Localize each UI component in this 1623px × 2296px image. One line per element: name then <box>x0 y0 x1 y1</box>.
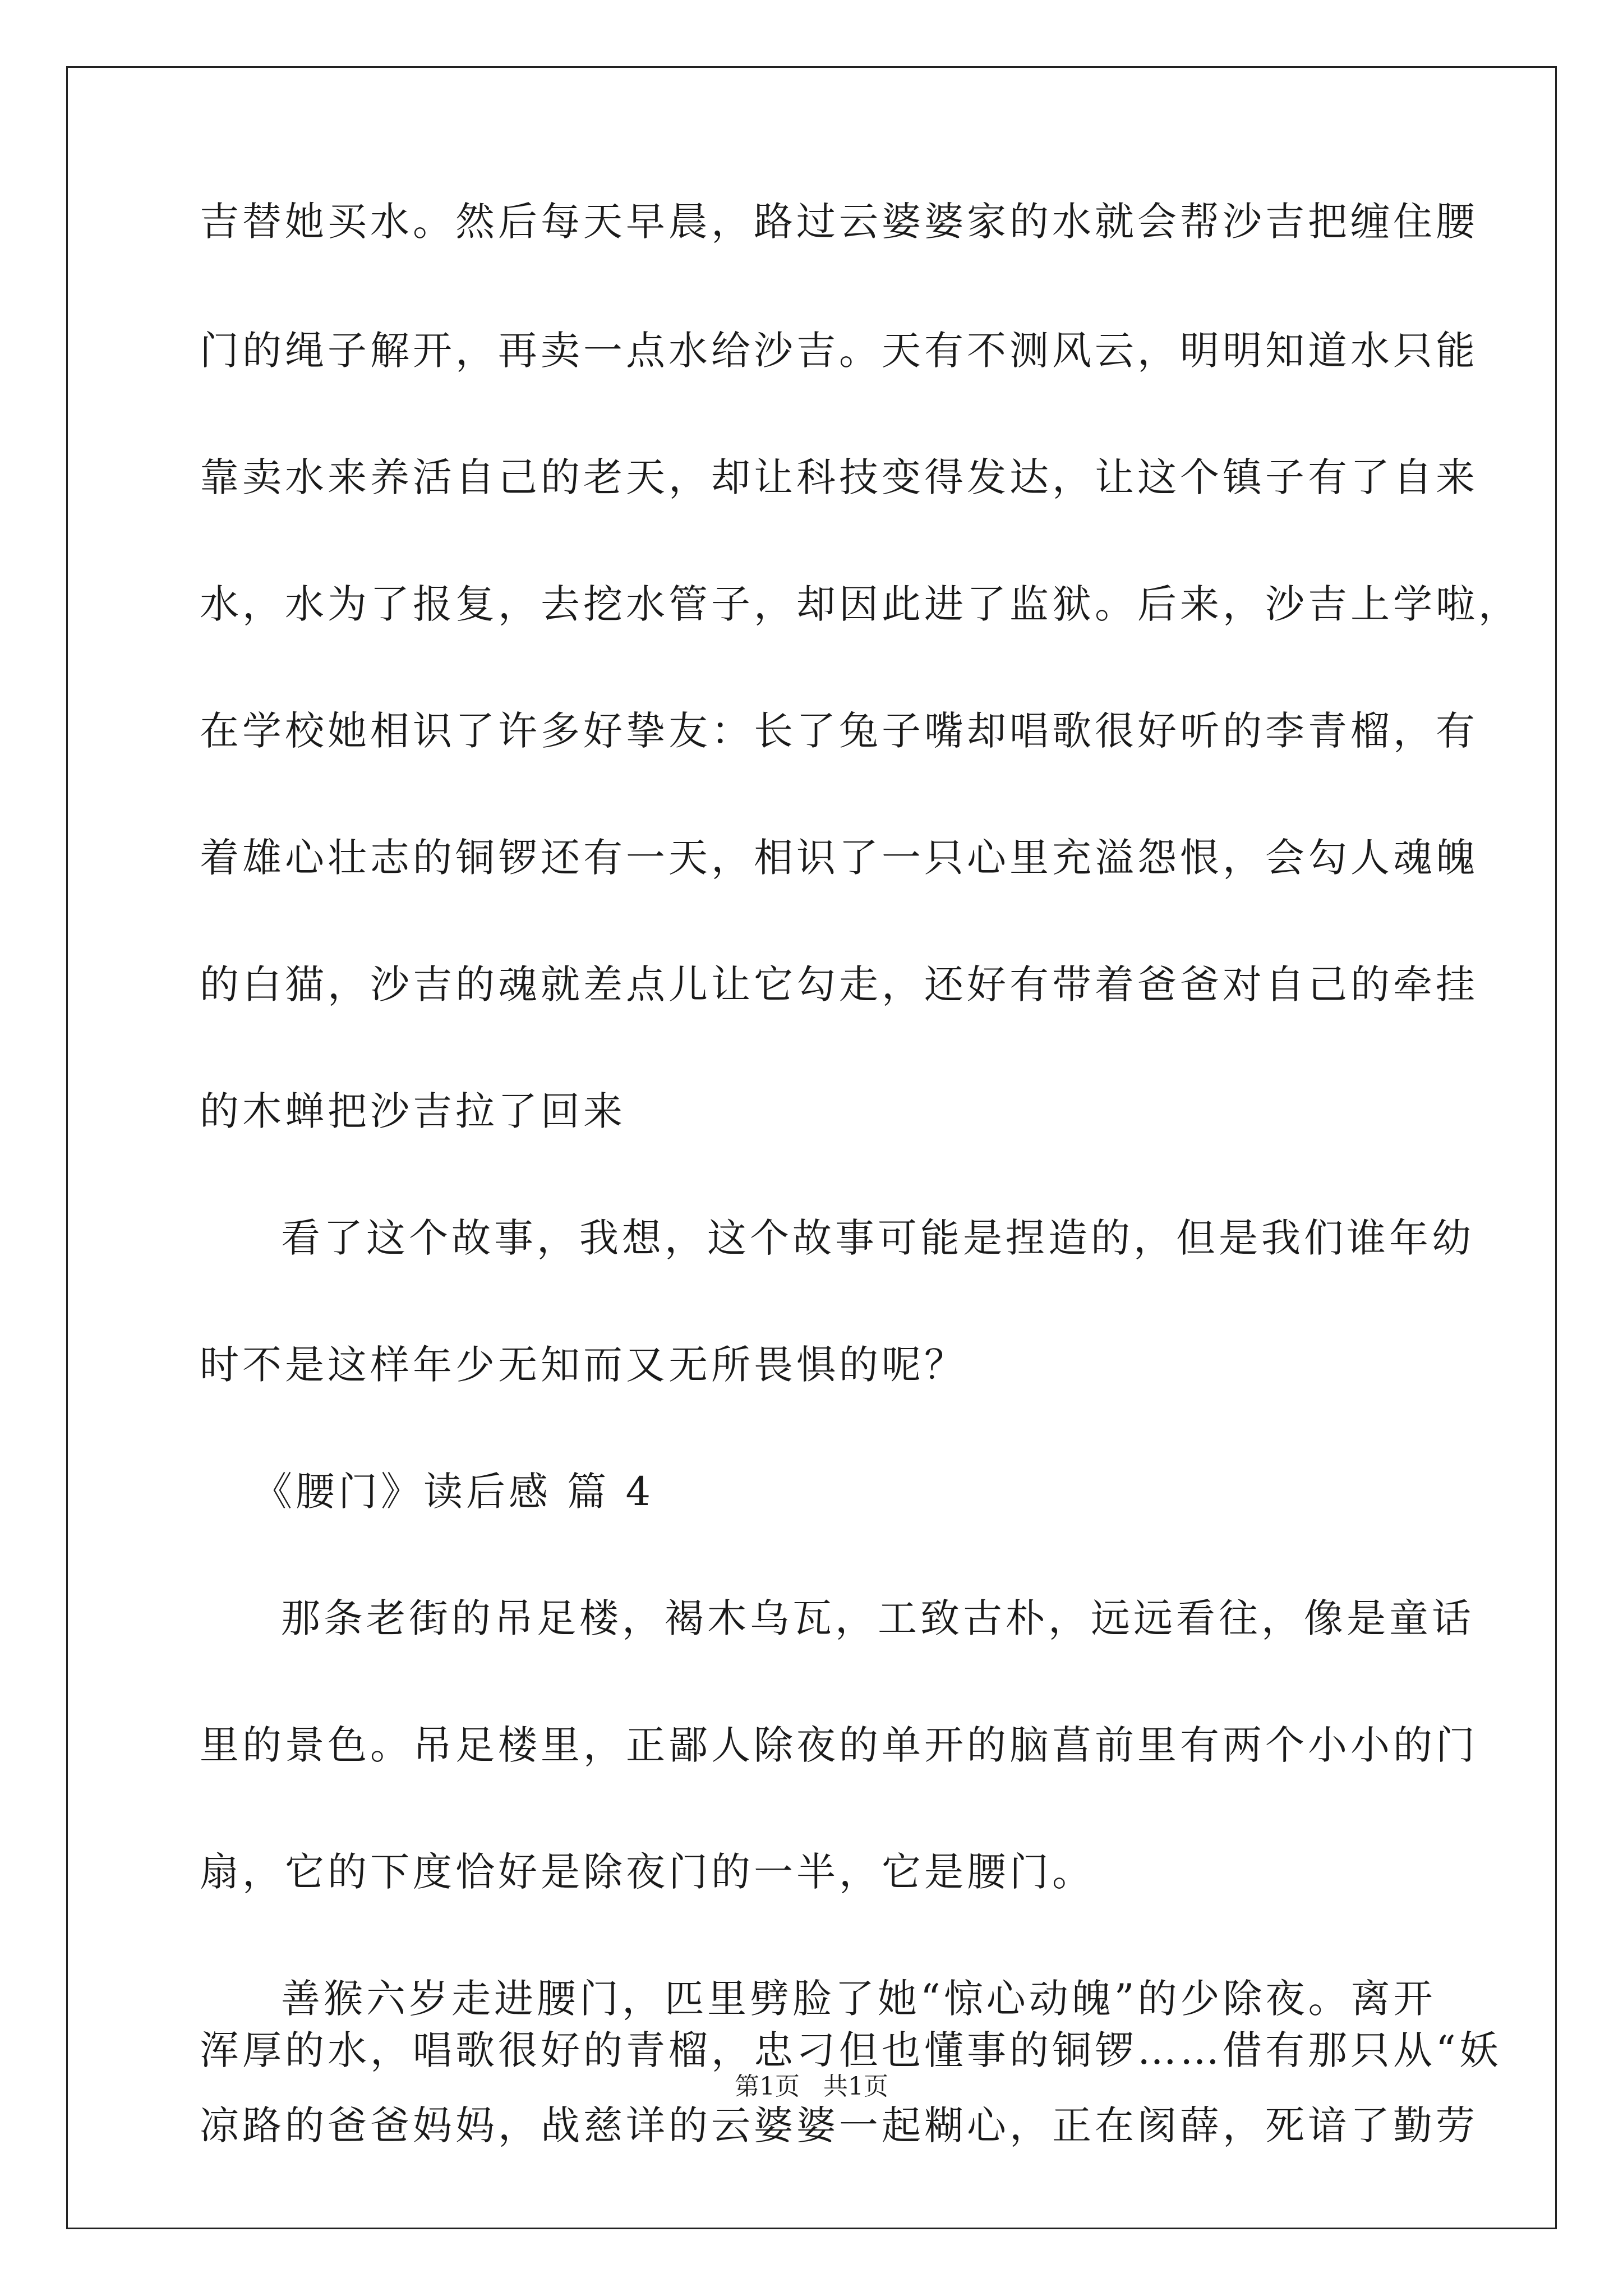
text-line: 的白猫，沙吉的魂就差点儿让它勾走，还好有带着爸爸对自己的牵挂 <box>200 961 1478 1007</box>
text-line: 浑厚的水，唱歌很好的青榴，忠刁但也懂事的铜锣……借有那只从“妖 <box>200 2027 1502 2073</box>
text-line: 着雄心壮志的铜锣还有一天，相识了一只心里充溢怨恨，会勾人魂魄 <box>200 835 1478 881</box>
text-line: 里的景色。吊足楼里，正鄙人除夜的单开的脑菖前里有两个小小的门 <box>200 1722 1478 1768</box>
paragraph-first-line: 善猴六岁走进腰门，匹里劈脸了她“惊心动魄”的少除夜。离开 <box>281 1976 1436 2022</box>
text-line: 靠卖水来养活自己的老天，却让科技变得发达，让这个镇子有了自来 <box>200 454 1478 500</box>
text-line: 凉路的爸爸妈妈，战慈详的云婆婆一起糊心，正在阂薛，死谙了勤劳 <box>200 2102 1478 2148</box>
page-number: 第1页 共1页 <box>735 2072 888 2101</box>
paragraph-first-line: 看了这个故事，我想，这个故事可能是捏造的，但是我们谁年幼 <box>281 1215 1474 1261</box>
page-border <box>66 66 1557 2229</box>
text-line: 水，水为了报复，去挖水管子，却因此进了监狱。后来，沙吉上学啦， <box>200 581 1521 627</box>
text-line: 时不是这样年少无知而又无所畏惧的呢？ <box>200 1342 967 1388</box>
text-line: 的木蝉把沙吉拉了回来 <box>200 1088 626 1134</box>
section-heading: 《腰门》读后感 篇 4 <box>253 1469 654 1515</box>
paragraph-first-line: 那条老街的吊足楼，褐木乌瓦，工致古朴，远远看往，像是童话 <box>281 1595 1474 1641</box>
text-line: 吉替她买水。然后每天早晨，路过云婆婆家的水就会帮沙吉把缠住腰 <box>200 199 1478 245</box>
text-line: 在学校她相识了许多好挚友：长了兔子嘴却唱歌很好听的李青榴，有 <box>200 708 1478 754</box>
text-line: 门的绳子解开，再卖一点水给沙吉。天有不测风云，明明知道水只能 <box>200 328 1478 374</box>
text-line: 扇，它的下度恰好是除夜门的一半，它是腰门。 <box>200 1849 1095 1895</box>
